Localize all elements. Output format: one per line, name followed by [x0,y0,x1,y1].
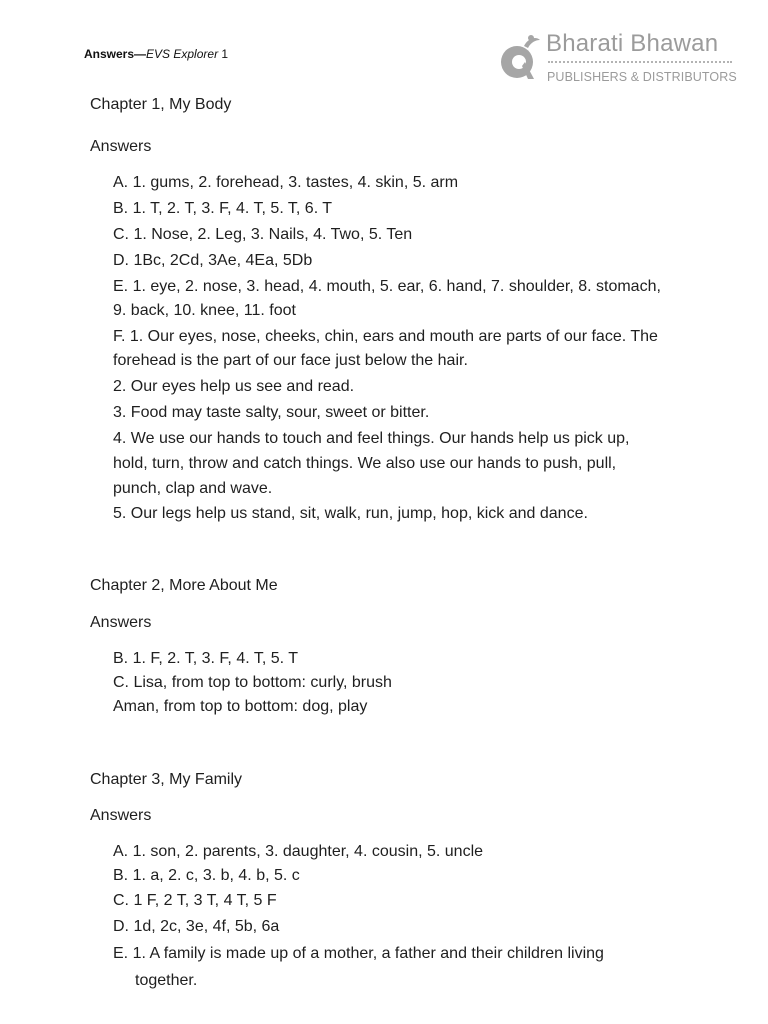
answer-line: F. 1. Our eyes, nose, cheeks, chin, ears and mouth are parts of our face. The [113,328,658,345]
publisher-name: Bharati Bhawan [546,30,719,57]
publisher-logo-icon [498,32,544,82]
book-title: EVS Explorer [146,47,219,61]
answer-line: E. 1. eye, 2. nose, 3. head, 4. mouth, 5. ear, 6. hand, 7. shoulder, 8. stomach, [113,278,661,295]
logo-dotted-divider [548,61,732,63]
chapter-3-answers-heading: Answers [90,807,152,824]
answer-line: C. 1 F, 2 T, 3 T, 4 T, 5 F [113,892,277,909]
answer-line: C. 1. Nose, 2. Leg, 3. Nails, 4. Two, 5. Ten [113,226,413,243]
answer-line: 2. Our eyes help us see and read. [113,378,355,395]
answer-line: E. 1. A family is made up of a mother, a father and their children living [113,945,604,962]
chapter-1-title: Chapter 1, My Body [90,96,232,113]
publisher-tagline: PUBLISHERS & DISTRIBUTORS [547,70,737,84]
book-number: 1 [218,47,229,61]
running-header [84,47,228,61]
chapter-2-answers-heading: Answers [90,614,152,631]
answer-line: D. 1Bc, 2Cd, 3Ae, 4Ea, 5Db [113,252,313,269]
header-dash: — [134,47,147,61]
answer-line: 4. We use our hands to touch and feel things. Our hands help us pick up, [113,430,630,447]
answer-line: together. [135,972,198,989]
chapter-2-title: Chapter 2, More About Me [90,577,278,594]
answer-line: B. 1. a, 2. c, 3. b, 4. b, 5. c [113,867,300,884]
answer-line: B. 1. F, 2. T, 3. F, 4. T, 5. T [113,650,298,667]
publisher-logo [498,30,738,86]
answer-line: forehead is the part of our face just below the hair. [113,352,468,369]
chapter-1-answers-heading: Answers [90,138,152,155]
answer-line: B. 1. T, 2. T, 3. F, 4. T, 5. T, 6. T [113,200,333,217]
chapter-3-title: Chapter 3, My Family [90,771,243,788]
answer-line: C. Lisa, from top to bottom: curly, brush [113,674,392,691]
answer-line: D. 1d, 2c, 3e, 4f, 5b, 6a [113,918,280,935]
answer-line: 9. back, 10. knee, 11. foot [113,302,296,319]
answer-line: Aman, from top to bottom: dog, play [113,698,368,715]
answers-label: Answers [84,47,135,61]
answer-line: A. 1. gums, 2. forehead, 3. tastes, 4. skin, 5. arm [113,174,459,191]
answer-line: A. 1. son, 2. parents, 3. daughter, 4. cousin, 5. uncle [113,843,484,860]
answer-line: punch, clap and wave. [113,480,273,497]
answer-line: 3. Food may taste salty, sour, sweet or bitter. [113,404,430,421]
answer-line: hold, turn, throw and catch things. We also use our hands to push, pull, [113,455,617,472]
answer-line: 5. Our legs help us stand, sit, walk, run, jump, hop, kick and dance. [113,505,588,522]
